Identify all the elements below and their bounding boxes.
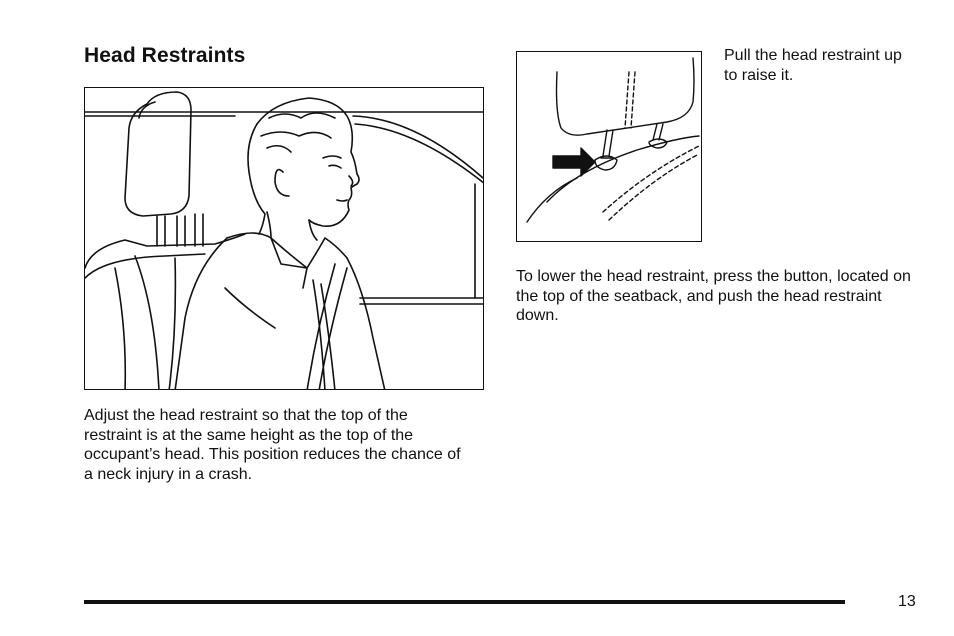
footer-rule bbox=[84, 600, 845, 604]
head-restraint-button-figure bbox=[516, 51, 702, 242]
occupant-seated-head-restraint-illustration bbox=[85, 88, 484, 390]
page-title: Head Restraints bbox=[84, 44, 246, 67]
lower-instruction: To lower the head restraint, press the button, located on the top of the seatback, and push the head restraint down. bbox=[516, 268, 911, 324]
raise-instruction: Pull the head restraint up to raise it. bbox=[724, 47, 902, 84]
head-restraint-post-button-illustration bbox=[517, 52, 702, 242]
page-number: 13 bbox=[898, 593, 916, 610]
occupant-head-restraint-figure bbox=[84, 87, 484, 390]
adjust-instruction: Adjust the head restraint so that the top of the restraint is at the same height as the top of the occupant’s head. This position reduces the chance of a neck injury in a crash. bbox=[84, 407, 461, 483]
